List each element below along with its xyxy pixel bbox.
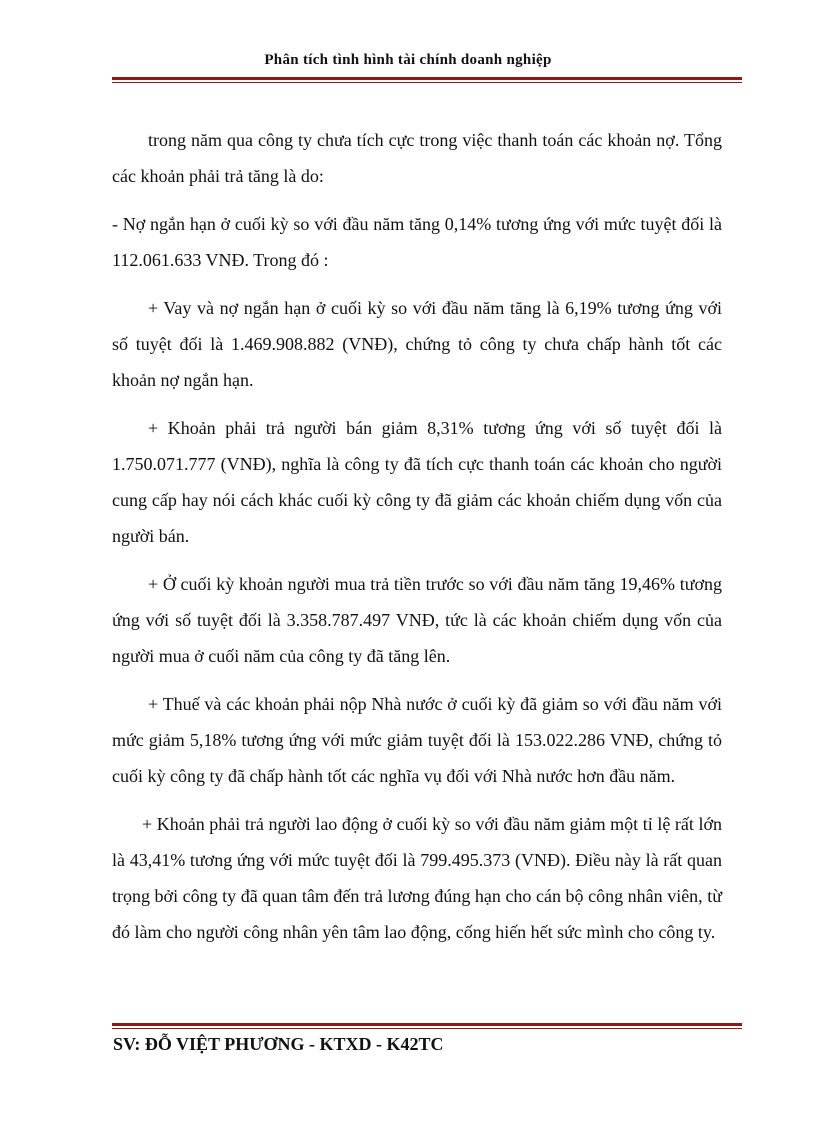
paragraph-labor-payables: + Khoản phải trả người lao động ở cuối kỳ so với đầu năm giảm một tỉ lệ rất lớn là 43,41% tương ứng với mức tuyệt đối là 799.495.373 (VNĐ). Điều này là rất quan trọng bởi công ty đã quan tâm đến trả lương đúng hạn cho cán bộ công nhân viên, từ đó làm cho người công nhân yên tâm lao động, cống hiến hết sức mình cho công ty. <box>112 814 722 942</box>
footer-divider <box>112 1023 742 1029</box>
paragraph-loans: + Vay và nợ ngắn hạn ở cuối kỳ so với đầu năm tăng là 6,19% tương ứng với số tuyệt đối là 1.469.908.882 (VNĐ), chứng tỏ công ty chưa chấp hành tốt các khoản nợ ngắn hạn. <box>112 298 722 390</box>
header-divider <box>112 77 742 83</box>
paragraph-short-term-debt: - Nợ ngắn hạn ở cuối kỳ so với đầu năm tăng 0,14% tương ứng với mức tuyệt đối là 112.061.633 VNĐ. Trong đó : <box>112 214 722 270</box>
page-footer-student: SV: ĐỖ VIỆT PHƯƠNG - KTXD - K42TC <box>113 1034 444 1054</box>
page-header-title: Phân tích tình hình tài chính doanh nghiệp <box>264 52 552 68</box>
paragraph-payables-sellers: + Khoản phải trả người bán giảm 8,31% tương ứng với số tuyệt đối là 1.750.071.777 (VNĐ), nghĩa là công ty đã tích cực thanh toán các khoản cho người cung cấp hay nói cách khác cuối kỳ công ty đã giảm các khoản chiếm dụng vốn của người bán. <box>112 418 722 546</box>
paragraph-taxes: + Thuế và các khoản phải nộp Nhà nước ở cuối kỳ đã giảm so với đầu năm với mức giảm 5,18% tương ứng với mức giảm tuyệt đối là 153.022.286 VNĐ, chứng tỏ cuối kỳ công ty đã chấp hành tốt các nghĩa vụ đối với Nhà nước hơn đầu năm. <box>112 694 722 786</box>
document-body <box>112 122 722 962</box>
paragraph-intro: trong năm qua công ty chưa tích cực trong việc thanh toán các khoản nợ. Tổng các khoản phải trả tăng là do: <box>112 130 722 186</box>
paragraph-advance-buyers: + Ở cuối kỳ khoản người mua trả tiền trước so với đầu năm tăng 19,46% tương ứng với số tuyệt đối là 3.358.787.497 VNĐ, tức là các khoản chiếm dụng vốn của người mua ở cuối năm của công ty đã tăng lên. <box>112 574 722 666</box>
